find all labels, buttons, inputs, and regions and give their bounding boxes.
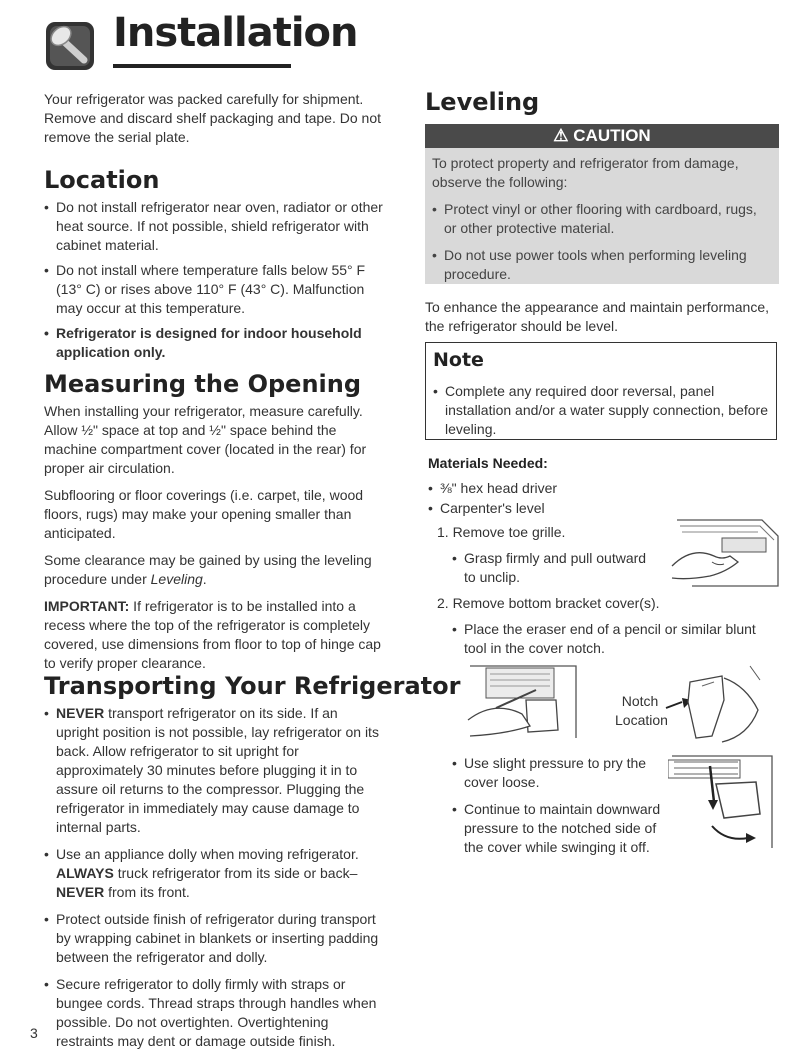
list-item: • Refrigerator is designed for indoor household application only.: [44, 324, 384, 362]
bracket-cover-illustration: [466, 660, 602, 742]
leveling-reference: Leveling: [150, 571, 203, 587]
note-heading: Note: [433, 349, 484, 371]
important-paragraph: IMPORTANT: If refrigerator is to be installed into a recess where the top of the refrigerator is completely covered, use dimensions from floor to top of hinge cap to verify proper clearance.: [44, 598, 381, 671]
step-2-list: [452, 620, 770, 664]
transporting-heading: Transporting Your Refrigerator: [44, 672, 461, 700]
caution-content: [432, 154, 772, 290]
list-item: • Do not install where temperature falls below 55° F (13° C) or rises above 110° F (43° C). Malfunction may occur at this temperature.: [44, 261, 384, 318]
measuring-paragraph-1: When installing your refrigerator, measure carefully. Allow ½" space at top and ½" space behind the machine compartment cover (located in the rear) for proper air circulation.: [44, 403, 367, 476]
list-item: • Use an appliance dolly when moving refrigerator. ALWAYS truck refrigerator from its side or back–NEVER from its front.: [44, 845, 384, 902]
note-list: [433, 382, 768, 445]
transporting-list: [44, 704, 384, 1057]
intro-paragraph: Your refrigerator was packed carefully for shipment. Remove and discard shelf packaging and tape. Do not remove the serial plate.: [44, 91, 381, 145]
toe-grille-illustration: [662, 516, 780, 592]
measuring-paragraph-2: Subflooring or floor coverings (i.e. carpet, tile, wood floors, rugs) may make your opening smaller than anticipated.: [44, 487, 364, 541]
caution-intro: To protect property and refrigerator from damage, observe the following:: [432, 155, 739, 190]
step-1: 1. Remove toe grille.: [437, 524, 566, 540]
location-heading: Location: [44, 166, 160, 194]
leveling-heading: Leveling: [425, 88, 540, 116]
list-item: • NEVER transport refrigerator on its side. If an upright position is not possible, lay refrigerator on its back. Allow refrigerator to sit upright for approximately 30 minutes before plugging it in to assure oil returns to the compressor. Plugging the refrigerator in immediately may cause damage to internal parts.: [44, 704, 384, 837]
list-item: • Do not use power tools when performing leveling procedure.: [432, 246, 772, 284]
measuring-section: [44, 402, 382, 673]
measuring-paragraph-3: Some clearance may be gained by using the leveling procedure under Leveling.: [44, 552, 372, 587]
measuring-heading: Measuring the Opening: [44, 370, 362, 398]
warning-icon: ⚠: [553, 126, 569, 145]
materials-heading: Materials Needed:: [428, 455, 548, 471]
remove-cover-illustration: [668, 752, 780, 852]
list-item: • Use slight pressure to pry the cover loose.: [452, 754, 662, 792]
list-item: • Protect vinyl or other flooring with cardboard, rugs, or other protective material.: [432, 200, 772, 238]
list-item: • Place the eraser end of a pencil or similar blunt tool in the cover notch.: [452, 620, 770, 658]
notch-label: Notch Location: [615, 693, 668, 728]
installation-hammer-icon: [44, 16, 98, 74]
page-number: 3: [30, 1025, 38, 1041]
list-item: • Secure refrigerator to dolly firmly with straps or bungee cords. Thread straps through handles when possible. Do not overtighten. Overtightening restraints may dent or damage outside finish.: [44, 975, 384, 1051]
list-item: • Protect outside finish of refrigerator during transport by wrapping cabinet in blankets or inserting padding between the refrigerator and dolly.: [44, 910, 384, 967]
leveling-intro: To enhance the appearance and maintain performance, the refrigerator should be level.: [425, 299, 770, 334]
step-1-list: [452, 549, 657, 593]
step-2: 2. Remove bottom bracket cover(s).: [437, 595, 660, 611]
title-underline: [113, 64, 291, 68]
list-item: • Complete any required door reversal, panel installation and/or a water supply connection, before leveling.: [433, 382, 768, 439]
important-label: IMPORTANT:: [44, 598, 130, 614]
page-title: Installation: [113, 10, 358, 56]
notch-location-illustration: [662, 660, 778, 744]
list-item: • Carpenter's level: [428, 499, 728, 518]
list-item: • Grasp firmly and pull outward to unclip.: [452, 549, 657, 587]
list-item: • ⅜" hex head driver: [428, 479, 728, 498]
location-list: [44, 198, 384, 368]
step-2-more-list: [452, 754, 662, 863]
caution-banner: ⚠ CAUTION: [425, 124, 779, 148]
caution-list: [432, 200, 772, 284]
list-item: • Continue to maintain downward pressure to the notched side of the cover while swinging it off.: [452, 800, 662, 857]
list-item: • Do not install refrigerator near oven, radiator or other heat source. If not possible, shield refrigerator with cabinet material.: [44, 198, 384, 255]
